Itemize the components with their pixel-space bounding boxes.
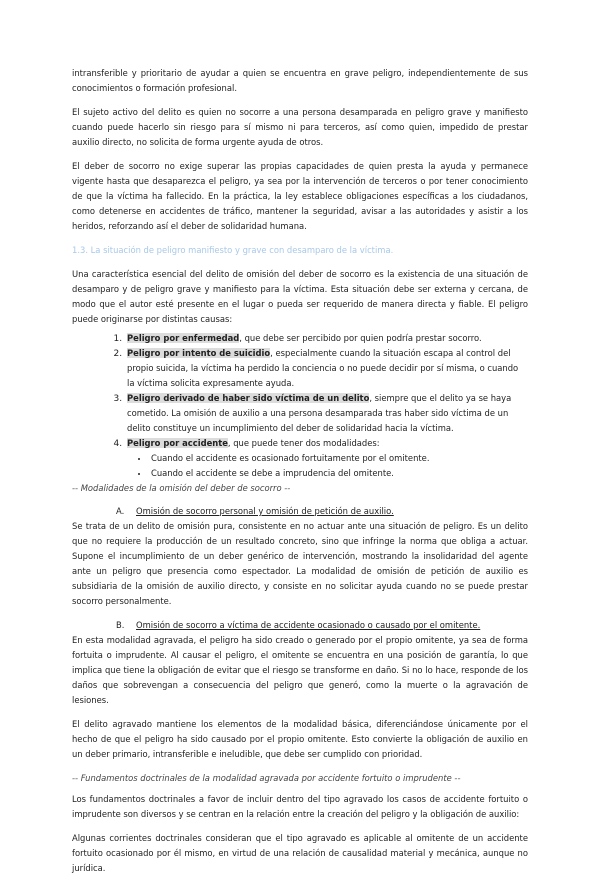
cause-label: Peligro por enfermedad <box>127 333 240 343</box>
modality-b-heading <box>72 618 528 633</box>
section-heading-1-3: 1.3. La situación de peligro manifiesto y grave con desamparo de la víctima. <box>72 245 394 255</box>
cause-label: Peligro derivado de haber sido víctima de un delito <box>127 393 370 403</box>
cause-text: , siempre que el delito ya se haya cometido. La omisión de auxilio a una persona desamparada tras haber sido víctima de un delito constituye un incumplimiento del deber de solidaridad hacia la víctima. <box>127 393 512 433</box>
modality-b-body: En esta modalidad agravada, el peligro ha sido creado o generado por el propio omitente, ya sea de forma fortuita o imprudente. Al causar el peligro, el omitente se encuentra en una posición de garantía, lo que implica que tiene la obligación de evitar que el riesgo se transforme en daño. Si no lo hace, responde de los daños que sobrevengan a consecuencia del peligro que generó, como la muerte o la agravación de lesiones. <box>72 635 528 705</box>
cause-item <box>125 331 528 346</box>
paragraph-intro: intransferible y prioritario de ayudar a quien se encuentra en grave peligro, independientemente de sus conocimientos o formación profesional. <box>72 68 528 93</box>
modality-b-title: Omisión de socorro a víctima de accidente ocasionado o causado por el omitente. <box>136 620 481 630</box>
cause-item <box>125 436 528 481</box>
section-title-modalidades: -- Modalidades de la omisión del deber de socorro -- <box>72 483 291 493</box>
accident-modalities-list <box>127 451 528 481</box>
fundamentos-paragraph-2: Algunas corrientes doctrinales consideran que el tipo agravado es aplicable al omitente de un accidente fortuito ocasionado por él mismo, en virtud de una relación de causalidad material y mecánica, aunque no jurídica. <box>72 833 528 873</box>
cause-label: Peligro por intento de suicidio <box>127 348 271 358</box>
modality-b-body-2: El delito agravado mantiene los elementos de la modalidad básica, diferenciándose únicamente por el hecho de que el peligro ha sido causado por el propio omitente. Esto convierte la obligación de auxilio en un deber primario, intransferible e ineludible, que debe ser cumplido con prioridad. <box>72 719 528 759</box>
paragraph-sujeto-activo: El sujeto activo del delito es quien no socorre a una persona desamparada en peligro grave y manifiesto cuando puede hacerlo sin riesgo para sí mismo ni para terceros, así como quien, impedido de prestar auxilio directo, no solicita de forma urgente ayuda de otros. <box>72 107 528 147</box>
section-title-fundamentos: -- Fundamentos doctrinales de la modalidad agravada por accidente fortuito o imprudente -- <box>72 773 461 783</box>
modality-b-letter: B. <box>116 620 125 630</box>
accident-modality-item: • Cuando el accidente se debe a imprudencia del omitente. <box>149 466 528 481</box>
cause-text: , que debe ser percibido por quien podría prestar socorro. <box>239 333 482 343</box>
causes-list <box>72 331 528 481</box>
cause-text: , especialmente cuando la situación escapa al control del propio suicida, la víctima ha perdido la conciencia o no puede decidir por sí misma, o cuando la víctima solicita expresamente ayuda. <box>127 348 519 388</box>
cause-label: Peligro por accidente <box>127 438 228 448</box>
cause-text: , que puede tener dos modalidades: <box>227 438 380 448</box>
paragraph-deber-socorro: El deber de socorro no exige superar las propias capacidades de quien presta la ayuda y permanece vigente hasta que desaparezca el peligro, ya sea por la intervención de terceros o por tener conocimiento de que la víctima ha fallecido. En la práctica, la ley establece obligaciones específicas a los ciudadanos, como detenerse en accidentes de tráfico, mantener la seguridad, avisar a las autoridades y asistir a los heridos, reforzando así el deber de solidaridad humana. <box>72 161 528 231</box>
paragraph-situacion-peligro: Una característica esencial del delito de omisión del deber de socorro es la existencia de una situación de desamparo y de peligro grave y manifiesto para la víctima. Esta situación debe ser externa y cercana, de modo que el autor esté presente en el lugar o pueda ser requerido de manera directa y fiable. El peligro puede originarse por distintas causas: <box>72 269 528 324</box>
cause-item <box>125 346 528 391</box>
modality-a-heading <box>72 504 528 519</box>
cause-item <box>125 391 528 436</box>
modality-a-body: Se trata de un delito de omisión pura, consistente en no actuar ante una situación de peligro. Es un delito que no requiere la producción de un resultado concreto, sino que infringe la norma que obliga a actuar. Supone el incumplimiento de un deber genérico de intervención, mostrando la insolidaridad del agente ante un peligro que presencia como espectador. La modalidad de omisión de petición de auxilio es subsidiaria de la omisión de auxilio directo, y consiste en no solicitar ayuda cuando no se puede prestar socorro personalmente. <box>72 521 528 606</box>
accident-modality-item: • Cuando el accidente es ocasionado fortuitamente por el omitente. <box>149 451 528 466</box>
modality-a-title: Omisión de socorro personal y omisión de petición de auxilio. <box>136 506 394 516</box>
modality-a-letter: A. <box>116 506 125 516</box>
fundamentos-paragraph-1: Los fundamentos doctrinales a favor de incluir dentro del tipo agravado los casos de accidente fortuito o imprudente son diversos y se centran en la relación entre la creación del peligro y la obligación de auxilio: <box>72 794 528 819</box>
